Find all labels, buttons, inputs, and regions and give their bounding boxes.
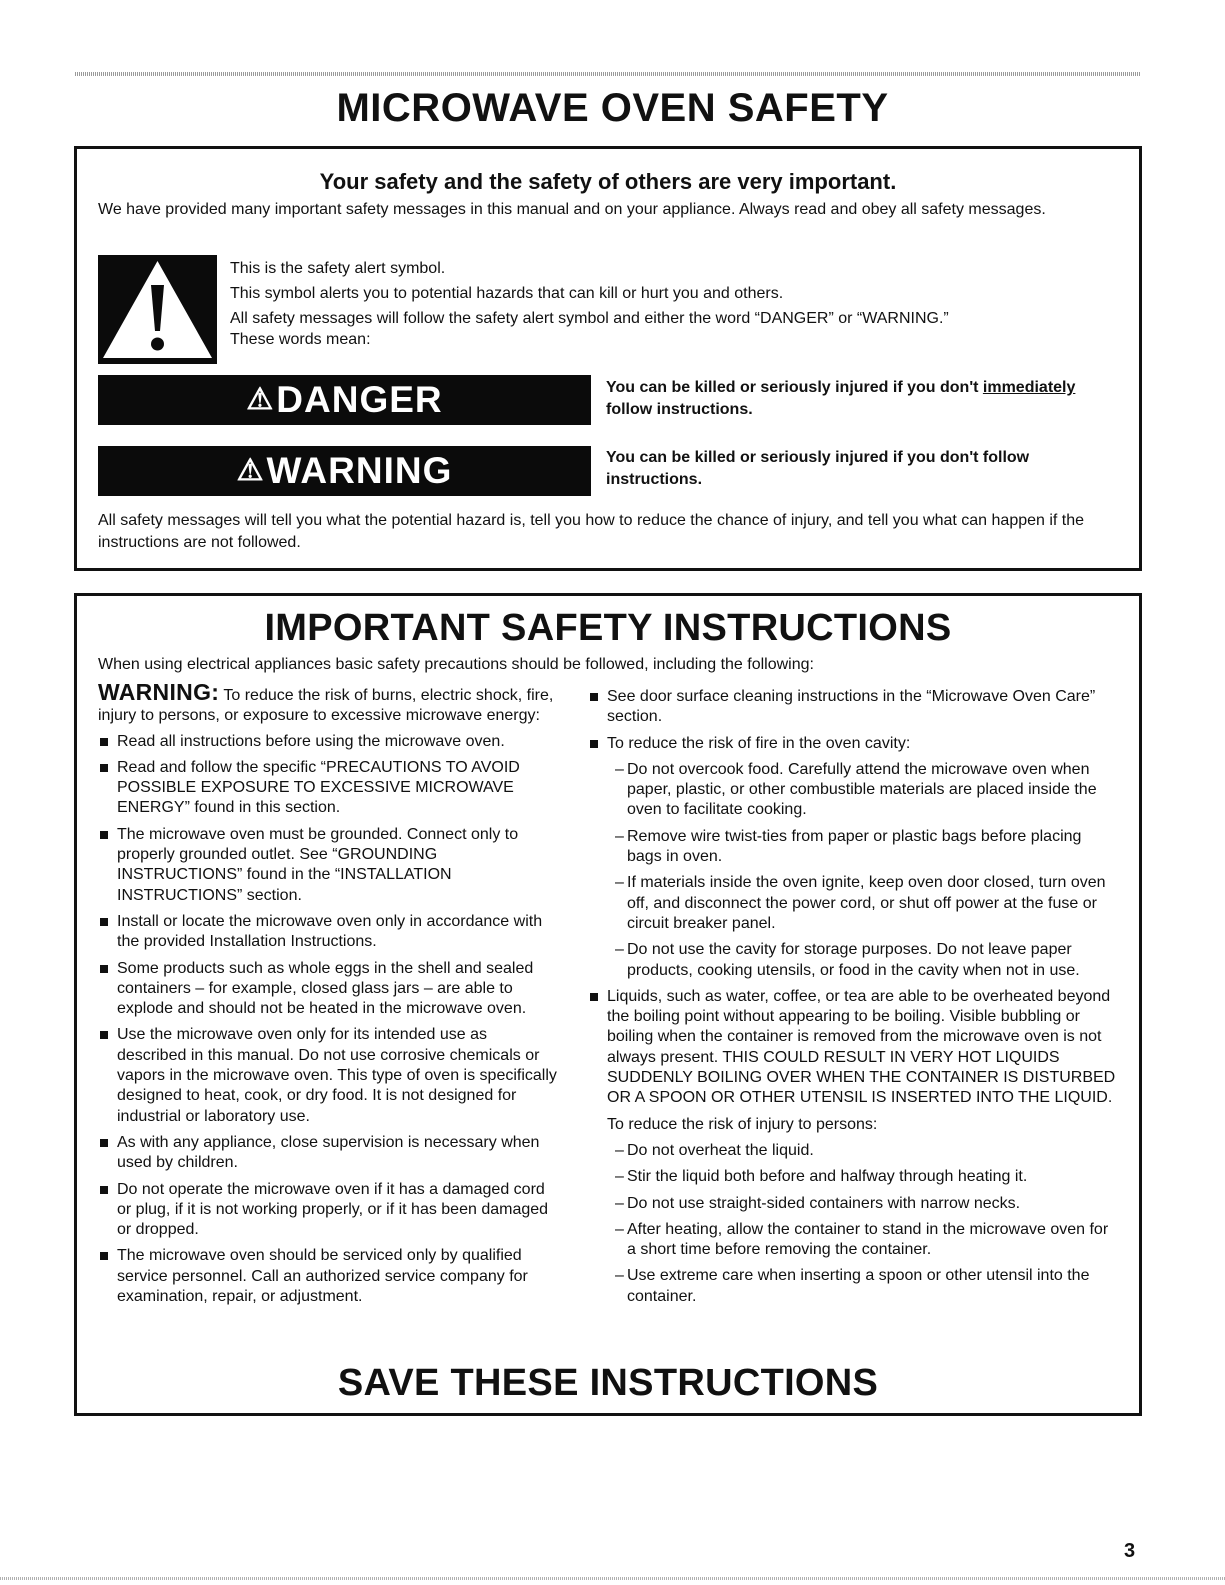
list-item-text: To reduce the risk of fire in the oven cavity: [607,734,911,752]
symbol-line: This symbol alerts you to potential hazards that can kill or hurt you and others. [230,285,784,302]
bullet-icon [100,965,108,973]
list-item [588,734,1118,754]
list-item [98,732,558,752]
warning-signal-bar [98,446,591,496]
instructions-left-column [98,679,558,1307]
bullet-icon [590,740,598,748]
important-safety-instructions-box [74,593,1142,1416]
save-instructions-title: SAVE THESE INSTRUCTIONS [337,1362,879,1404]
bullet-icon [100,918,108,926]
symbol-line: This is the safety alert symbol. [230,260,446,277]
list-item [98,1133,558,1174]
danger-meaning [606,377,1126,421]
safety-symbol-lines [230,259,949,350]
bullet-icon [590,693,598,701]
list-item [98,1246,558,1307]
sub-item-text: Do not use straight-sided containers with narrow necks. [627,1194,1021,1212]
list-item-text: The microwave oven must be grounded. Connect only to properly grounded outlet. See “GROUNDING INSTRUCTIONS” found in the “INSTALLATION INSTRUCTIONS” section. [117,825,519,904]
sub-item [588,760,1118,821]
warning-meaning: You can be killed or seriously injured if you don't follow instructions. [606,449,1030,488]
bullet-icon [100,764,108,772]
sub-item-text: Do not overcook food. Carefully attend the microwave oven when paper, plastic, or other combustible materials are placed inside the oven to facilitate cooking. [627,760,1097,819]
sub-item [588,1141,1118,1161]
dash-icon: – [615,827,624,845]
dash-icon: – [615,941,624,959]
bottom-dotted-rule [0,1577,1225,1580]
list-item [98,1025,558,1126]
sub-item [588,873,1118,934]
warning-paragraph-text: To reduce the risk of burns, electric shock, fire, injury to persons, or exposure to excessive microwave energy: [98,687,554,725]
sub-item-text: Do not overheat the liquid. [627,1141,814,1159]
sub-item-text: Remove wire twist-ties from paper or plastic bags before placing bags in oven. [627,827,1082,866]
warning-lead: WARNING: [98,679,220,705]
list-item-text: See door surface cleaning instructions in the “Microwave Oven Care” section. [607,688,1096,726]
list-item-text: The microwave oven should be serviced only by qualified service personnel. Call an authorized service company for examination, repair, or adjustment. [117,1247,528,1306]
symbol-line: These words mean: [230,331,371,348]
sub-item [588,1167,1118,1187]
bullet-icon [100,1252,108,1260]
instructions-title: IMPORTANT SAFETY INSTRUCTIONS [264,607,952,649]
bullet-icon [100,831,108,839]
list-item [98,825,558,906]
danger-meaning-part: follow instructions. [606,401,753,418]
safety-intro: We have provided many important safety messages in this manual and on your appliance. Always read and obey all safety messages. [98,201,1046,218]
sub-item [588,827,1118,868]
safety-headline: Your safety and the safety of others are very important. [319,169,897,194]
sub-item-text: Stir the liquid both before and halfway through heating it. [627,1168,1028,1186]
safety-messages-box [74,146,1142,571]
list-item-text: Read and follow the specific “PRECAUTIONS TO AVOID POSSIBLE EXPOSURE TO EXCESSIVE MICROWAVE ENERGY” found in this section. [117,758,520,817]
list-item [98,1180,558,1241]
dash-icon: – [615,1168,624,1186]
bullet-icon [100,1031,108,1039]
list-item [98,912,558,953]
dash-icon: – [615,1220,624,1238]
symbol-line: All safety messages will follow the safety alert symbol and either the word “DANGER” or “WARNING.” [230,310,949,327]
list-item-text: Use the microwave oven only for its intended use as described in this manual. Do not use corrosive chemicals or vapors in the microwave oven. This type of oven is specifically designed to heat, cook, or dry food. It is not designed for industrial or laboratory use. [117,1026,557,1125]
dash-icon: – [615,760,624,778]
danger-label: DANGER [276,379,443,420]
danger-meaning-part: You can be killed or seriously injured if you don't [606,379,983,396]
page-number: 3 [1124,1540,1136,1562]
list-item [98,959,558,1020]
sub-item-text: If materials inside the oven ignite, keep oven door closed, turn oven off, and disconnect the power cord, or shut off power at the fuse or circuit breaker panel. [627,874,1106,932]
sub-item [588,940,1118,981]
bullet-icon [100,738,108,746]
bullet-icon [590,993,598,1001]
list-item-text: As with any appliance, close supervision is necessary when used by children. [117,1133,540,1172]
alert-triangle-icon: ⚠ [246,383,275,416]
bullet-icon [100,1186,108,1194]
page-title: MICROWAVE OVEN SAFETY [336,86,889,130]
sub-item [588,1266,1118,1307]
dash-icon: – [615,874,624,892]
alert-triangle-icon: ⚠ [236,454,265,487]
bullet-icon [100,1139,108,1147]
warning-label: WARNING [266,450,453,491]
list-item-text: Some products such as whole eggs in the shell and sealed containers – for example, closed glass jars – are able to explode and should not be heated in the microwave oven. [117,959,534,1018]
injury-heading: To reduce the risk of injury to persons: [607,1115,878,1133]
list-item [98,758,558,819]
dash-icon: – [615,1141,624,1159]
list-item [588,987,1118,1109]
list-item-text: Do not operate the microwave oven if it has a damaged cord or plug, if it is not working properly, or if it has been damaged or dropped. [117,1180,549,1239]
danger-meaning-emphasis: immediately [982,379,1076,396]
list-item-text: Liquids, such as water, coffee, or tea are able to be overheated beyond the boiling point without appearing to be boiling. Visible bubbling or boiling when the container is removed from the microwave oven is not always present. THIS COULD RESULT IN VERY HOT LIQUIDS SUDDENLY BOILING OVER WHEN THE CONTAINER IS DISTURBED OR A SPOON OR OTHER UTENSIL IS INSERTED INTO THE LIQUID. [607,987,1116,1107]
list-item-text: Install or locate the microwave oven only in accordance with the provided Installation Instructions. [117,912,543,951]
instructions-intro: When using electrical appliances basic safety precautions should be followed, including the following: [98,656,814,673]
list-item-text: Read all instructions before using the microwave oven. [117,732,505,750]
top-dotted-rule [75,72,1141,76]
instructions-right-column [588,687,1118,1307]
warning-paragraph [98,679,558,727]
list-item [588,687,1118,728]
sub-item-text: Do not use the cavity for storage purposes. Do not leave paper products, cooking utensils, or food in the cavity when not in use. [627,941,1080,979]
sub-item-text: Use extreme care when inserting a spoon or other utensil into the container. [627,1267,1090,1305]
safety-outro: All safety messages will tell you what the potential hazard is, tell you how to reduce the chance of injury, and tell you what can happen if the instructions are not followed. [98,512,1085,551]
danger-signal-bar [98,375,591,425]
sub-item [588,1194,1118,1214]
sub-item [588,1220,1118,1261]
dash-icon: – [615,1267,624,1285]
dash-icon: – [615,1194,624,1212]
sub-item-text: After heating, allow the container to stand in the microwave oven for a short time before removing the container. [627,1220,1109,1259]
safety-alert-symbol-icon [98,255,217,364]
